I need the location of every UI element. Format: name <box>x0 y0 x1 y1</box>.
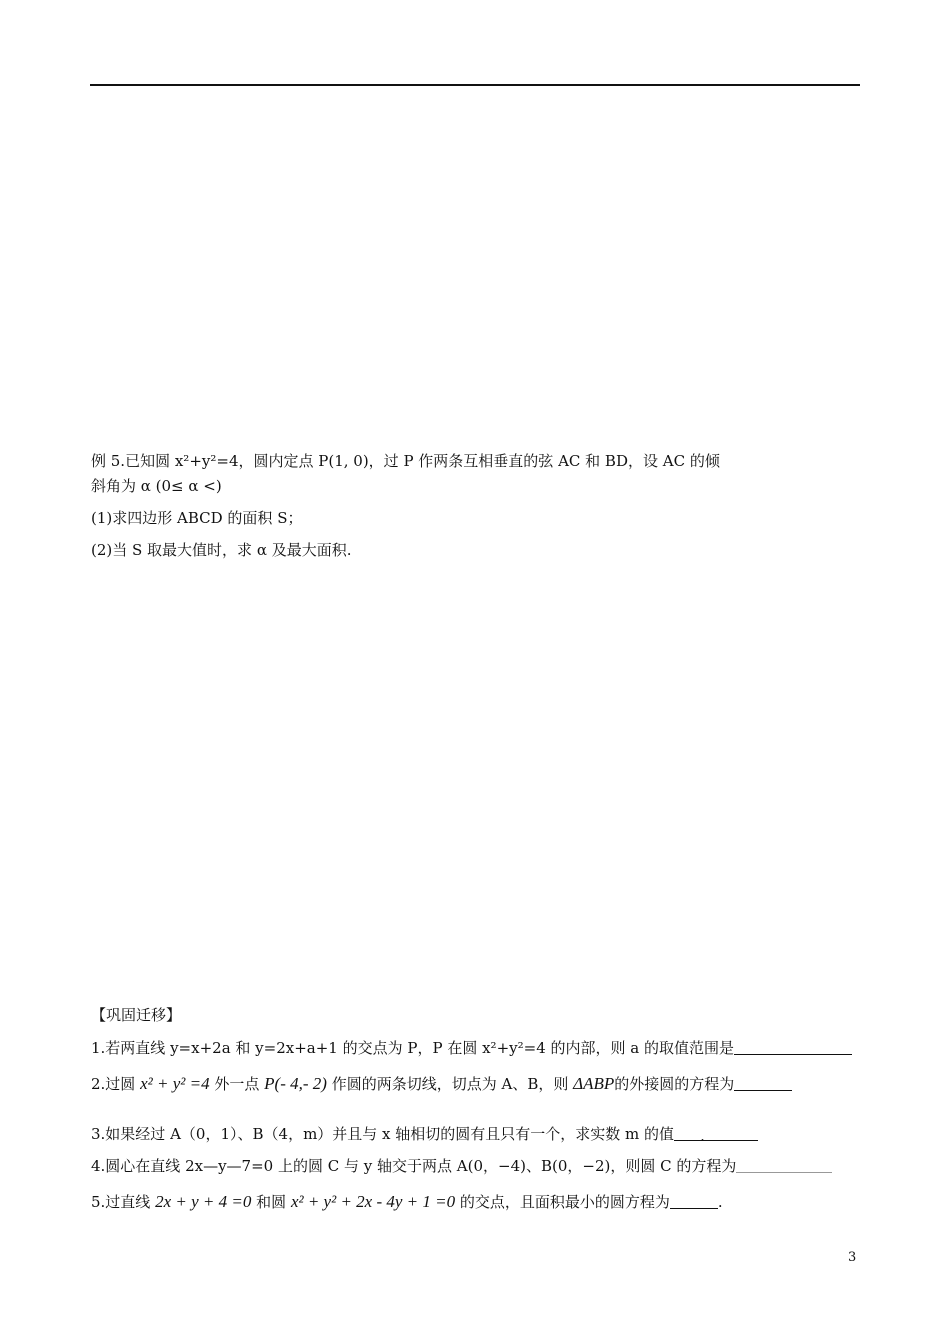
problem-5-circle-eq: x² + y² + 2x - 4y + 1 =0 <box>290 1192 456 1211</box>
problem-5-end: . <box>717 1193 723 1211</box>
problem-3-text: 3.如果经过 A（0，1）、B（4，m）并且与 x 轴相切的圆有且只有一个，求实数 m 的值 <box>91 1125 675 1143</box>
problem-5-mid: 和圆 <box>256 1193 287 1211</box>
example5-line1: 例 5.已知圆 x²+y²=4，圆内定点 P(1, 0)，过 P 作两条互相垂直的弦 AC 和 BD，设 AC 的倾 <box>91 452 720 470</box>
problem-2-pre: 2.过圆 <box>91 1075 136 1093</box>
page-number: 3 <box>848 1250 857 1265</box>
example5-part2: (2)当 S 取最大值时，求 α 及最大面积. <box>91 541 352 559</box>
section-title: 【巩固迁移】 <box>91 1006 182 1024</box>
problem-3 <box>91 1124 758 1144</box>
problem-4-text: 4.圆心在直线 2x—y—7=0 上的圆 C 与 y 轴交于两点 A(0，−4)、B(0，−2)，则圆 C 的方程为 <box>91 1157 737 1175</box>
problem-1-text: 1.若两直线 y=x+2a 和 y=2x+a+1 的交点为 P，P 在圆 x²+y²=4 的内部，则 a 的取值范围是 <box>91 1039 734 1057</box>
problem-2-triangle: ΔABP <box>573 1074 615 1093</box>
answer-blank-4[interactable] <box>736 1158 832 1173</box>
problem-5-pre: 5.过直线 <box>91 1193 151 1211</box>
problem-2-circle-eq: x² + y² =4 <box>140 1074 210 1093</box>
problem-5 <box>91 1192 723 1212</box>
answer-blank-3-dot: . <box>700 1127 705 1145</box>
problem-2-post: 作圆的两条切线，切点为 A、B，则 <box>331 1075 569 1093</box>
problem-5-line-eq: 2x + y + 4 =0 <box>155 1192 252 1211</box>
answer-blank-2[interactable] <box>734 1076 792 1091</box>
problem-2-mid: 外一点 <box>214 1075 260 1093</box>
answer-blank-1[interactable] <box>734 1040 852 1055</box>
header-rule <box>90 84 860 86</box>
example5-line2: 斜角为 α (0≤ α <) <box>91 477 222 495</box>
problem-2-point: P(- 4,- 2) <box>264 1074 327 1093</box>
answer-blank-3[interactable] <box>674 1126 758 1145</box>
problem-2 <box>91 1074 792 1094</box>
problem-1 <box>91 1038 852 1058</box>
problem-4 <box>91 1156 832 1176</box>
problem-5-post: 的交点，且面积最小的圆方程为 <box>459 1193 670 1211</box>
answer-blank-5[interactable] <box>670 1194 718 1209</box>
example5-part1: (1)求四边形 ABCD 的面积 S； <box>91 509 303 527</box>
problem-2-end: 的外接圆的方程为 <box>614 1075 735 1093</box>
